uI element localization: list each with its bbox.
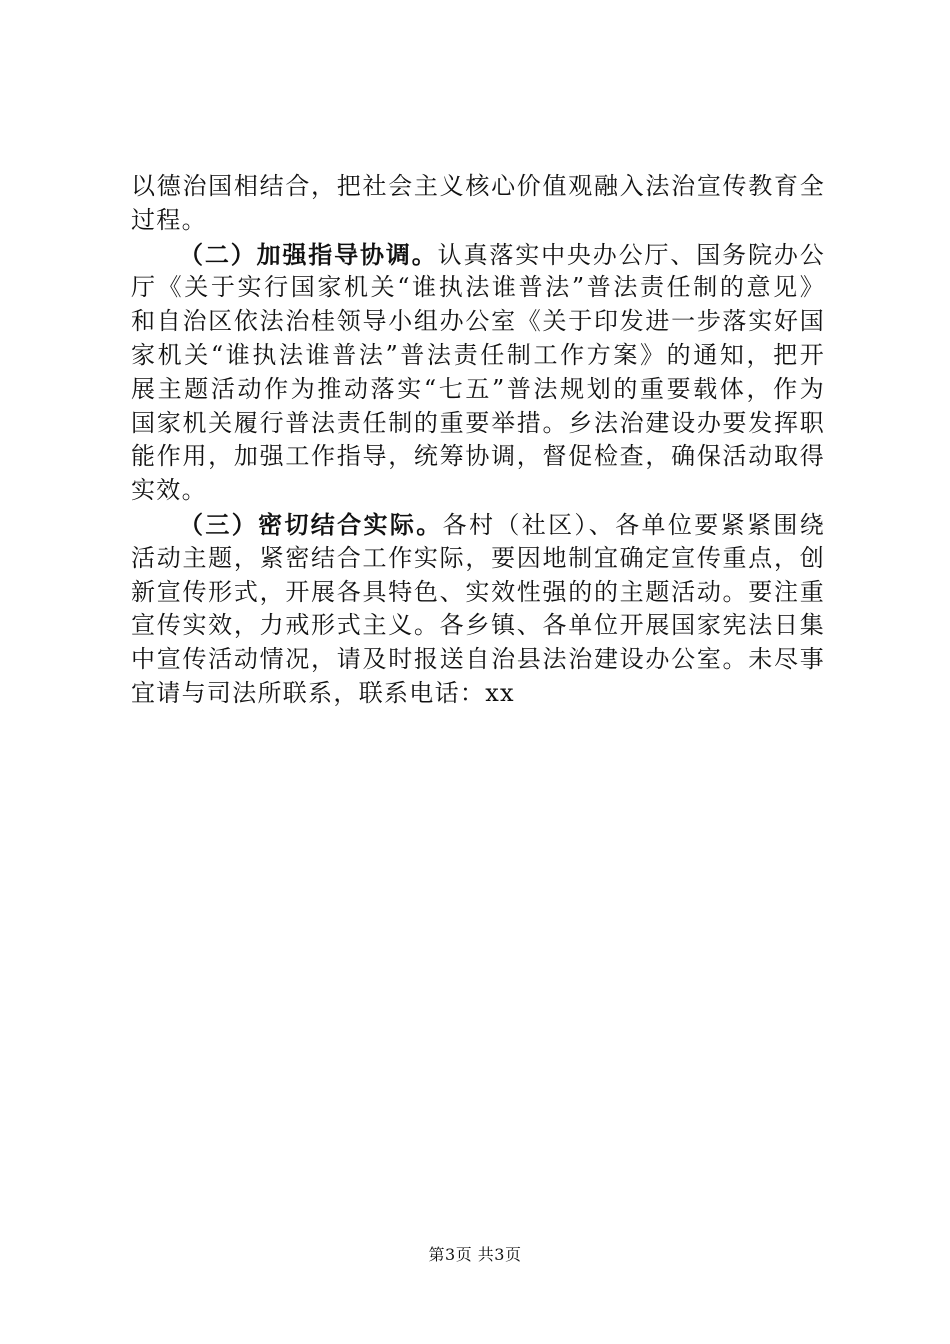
text-line: 家机关“谁执法谁普法”普法责任制工作方案》的通知，把开 [131, 340, 825, 369]
text-line: 新宣传形式，开展各具特色、实效性强的的主题活动。要注重 [131, 577, 825, 606]
section-heading: （二）加强指导协调。 [179, 239, 438, 269]
page-number-footer: 第3页 共3页 [428, 1245, 522, 1264]
text-line: 国家机关履行普法责任制的重要举措。乡法治建设办要发挥职 [131, 408, 825, 437]
text-line: 实效。 [131, 476, 207, 505]
text-line: 以德治国相结合，把社会主义核心价值观融入法治宣传教育全 [131, 172, 825, 200]
text-line: 宜请与司法所联系，联系电话：xx [131, 678, 515, 707]
text-line: 过程。 [131, 205, 207, 234]
text-line: 展主题活动作为推动落实“七五”普法规划的重要载体，作为 [131, 374, 825, 403]
text-run: 各村（社区）、各单位要紧紧围绕 [442, 510, 825, 539]
document-body [131, 170, 825, 711]
text-run: 认真落实中央办公厅、国务院办公 [437, 240, 825, 269]
paragraph-3 [131, 508, 825, 711]
text-line: 中宣传活动情况，请及时报送自治县法治建设办公室。未尽事 [131, 645, 825, 674]
text-line: 活动主题，紧密结合工作实际，要因地制宜确定宣传重点，创 [131, 543, 825, 572]
text-line: 和自治区依法治桂领导小组办公室《关于印发进一步落实好国 [131, 307, 825, 336]
text-line: 能作用，加强工作指导，统筹协调，督促检查，确保活动取得 [131, 442, 825, 471]
text-line [131, 238, 825, 272]
text-line: 厅《关于实行国家机关“谁执法谁普法”普法责任制的意见》 [131, 273, 825, 302]
text-line [131, 508, 825, 542]
paragraph-2 [131, 238, 825, 508]
text-line: 宣传实效，力戒形式主义。各乡镇、各单位开展国家宪法日集 [131, 611, 825, 640]
section-heading: （三）密切结合实际。 [179, 509, 443, 539]
paragraph-1 [131, 170, 825, 238]
